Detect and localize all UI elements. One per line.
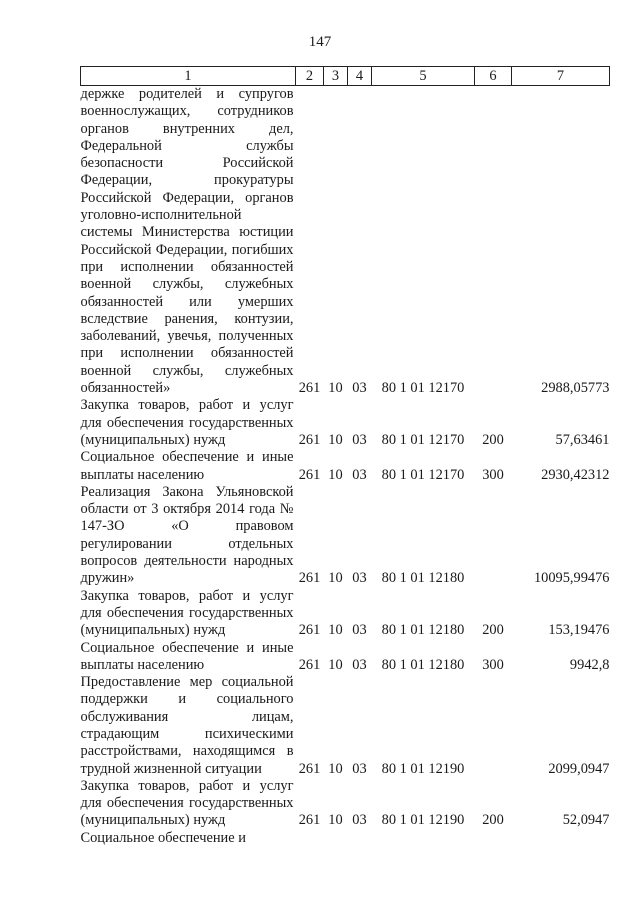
subsection-code: 03 xyxy=(352,431,367,448)
expense-type-code xyxy=(475,830,512,847)
section-code: 10 xyxy=(328,760,343,777)
table-row xyxy=(81,830,610,847)
subsection-code: 03 xyxy=(352,466,367,483)
ministry-code: 261 xyxy=(298,656,321,673)
section-code xyxy=(324,830,348,847)
target-article-code: 80 1 01 12170 xyxy=(381,431,465,448)
ministry-code: 261 xyxy=(298,760,321,777)
expense-type-code: 200 xyxy=(482,812,504,829)
header-col-4: 4 xyxy=(348,67,372,86)
ministry-code: 261 xyxy=(298,380,321,397)
header-col-5: 5 xyxy=(372,67,475,86)
row-description: Социальное обеспечение и иные выплаты населению xyxy=(80,449,294,483)
amount-value: 57,63461 xyxy=(555,431,610,448)
expense-type-code xyxy=(475,86,512,398)
row-description: держке родителей и супругов военнослужащих, сотрудников органов внутренних дел, Федеральной службы безопасности Российской Федерации, прокуратуры Российской Федерации, органов уголовно-исполнительной системы Министерства юстиции Российской Федерации, погибших при исполнении обязанностей военной службы, служебных обязанностей или умерших вследствие ранения, контузии, заболеваний, увечья, полученных при исполнении обязанностей военной службы, служебных обязанностей» xyxy=(80,86,294,397)
section-code: 10 xyxy=(328,466,343,483)
target-article-code: 80 1 01 12180 xyxy=(381,570,465,587)
target-article-code xyxy=(372,830,475,847)
section-code: 10 xyxy=(328,656,343,673)
row-description: Социальное обеспечение и иные выплаты населению xyxy=(80,639,294,673)
table-row xyxy=(81,484,610,588)
ministry-code: 261 xyxy=(298,466,321,483)
subsection-code: 03 xyxy=(352,760,367,777)
amount-value: 9942,8 xyxy=(569,656,610,673)
amount-value: 52,0947 xyxy=(562,812,610,829)
target-article-code: 80 1 01 12190 xyxy=(381,760,465,777)
header-col-1: 1 xyxy=(81,67,296,86)
target-article-code: 80 1 01 12170 xyxy=(381,466,465,483)
table-header xyxy=(81,67,610,86)
table-row xyxy=(81,449,610,484)
ministry-code: 261 xyxy=(298,431,321,448)
table-body xyxy=(81,86,610,848)
row-description: Предоставление мер социальной поддержки и социального обслуживания лицам, страдающим психическими расстройствами, находящимся в трудной жизненной ситуации xyxy=(80,674,294,777)
header-col-6: 6 xyxy=(475,67,512,86)
table-row xyxy=(81,640,610,675)
budget-table xyxy=(80,66,610,847)
header-col-7: 7 xyxy=(512,67,610,86)
expense-type-code xyxy=(475,484,512,588)
ministry-code: 261 xyxy=(298,812,321,829)
header-row xyxy=(81,67,610,86)
subsection-code: 03 xyxy=(352,622,367,639)
subsection-code: 03 xyxy=(352,656,367,673)
subsection-code: 03 xyxy=(352,380,367,397)
subsection-code: 03 xyxy=(352,570,367,587)
row-description: Социальное обеспечение и xyxy=(80,829,246,846)
table-row xyxy=(81,778,610,830)
target-article-code: 80 1 01 12180 xyxy=(381,622,465,639)
subsection-code: 03 xyxy=(352,812,367,829)
expense-type-code: 300 xyxy=(482,466,504,483)
amount-value: 2099,0947 xyxy=(548,760,610,777)
row-description: Закупка товаров, работ и услуг для обеспечения государственных (муниципальных) нужд xyxy=(80,587,294,639)
page-number: 147 xyxy=(308,34,332,50)
target-article-code: 80 1 01 12180 xyxy=(381,656,465,673)
section-code: 10 xyxy=(328,622,343,639)
header-col-3: 3 xyxy=(324,67,348,86)
ministry-code: 261 xyxy=(298,570,321,587)
amount-value: 2930,42312 xyxy=(541,466,610,483)
amount-value: 2988,05773 xyxy=(541,380,610,397)
amount-value: 10095,99476 xyxy=(533,570,610,587)
target-article-code: 80 1 01 12190 xyxy=(381,812,465,829)
section-code: 10 xyxy=(328,812,343,829)
section-code: 10 xyxy=(328,380,343,397)
expense-type-code: 200 xyxy=(482,431,504,448)
row-description: Реализация Закона Ульяновской области от 3 октября 2014 года № 147-ЗО «О правовом регулировании отдельных вопросов деятельности народных дружин» xyxy=(80,483,294,587)
expense-type-code xyxy=(475,674,512,778)
ministry-code: 261 xyxy=(298,622,321,639)
header-col-2: 2 xyxy=(296,67,324,86)
table-row xyxy=(81,397,610,449)
section-code: 10 xyxy=(328,431,343,448)
section-code: 10 xyxy=(328,570,343,587)
amount-value xyxy=(512,830,610,847)
expense-type-code: 300 xyxy=(482,656,504,673)
target-article-code: 80 1 01 12170 xyxy=(381,380,465,397)
table-row xyxy=(81,674,610,778)
row-description: Закупка товаров, работ и услуг для обеспечения государственных (муниципальных) нужд xyxy=(80,777,294,829)
row-description: Закупка товаров, работ и услуг для обеспечения государственных (муниципальных) нужд xyxy=(80,397,294,448)
table-row xyxy=(81,86,610,398)
expense-type-code: 200 xyxy=(482,622,504,639)
ministry-code xyxy=(296,830,324,847)
subsection-code xyxy=(348,830,372,847)
amount-value: 153,19476 xyxy=(548,622,610,639)
table-row xyxy=(81,588,610,640)
